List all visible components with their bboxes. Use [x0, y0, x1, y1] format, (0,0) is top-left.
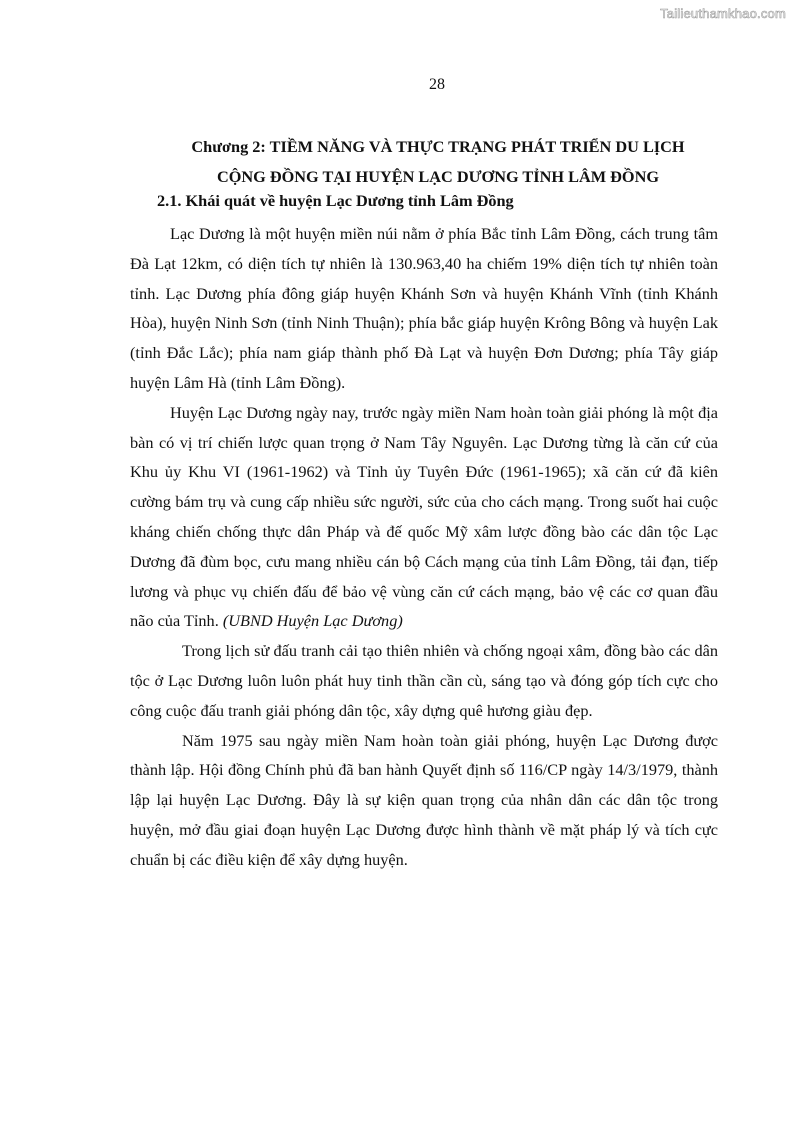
- paragraph-1: Lạc Dương là một huyện miền núi nằm ở phía Bắc tỉnh Lâm Đồng, cách trung tâm Đà Lạt 12km, có diện tích tự nhiên là 130.963,40 ha chiếm 19% diện tích tự nhiên toàn tỉnh. Lạc Dương phía đông giáp huyện Khánh Sơn và huyện Khánh Vĩnh (tỉnh Khánh Hòa), huyện Ninh Sơn (tỉnh Ninh Thuận); phía bắc giáp huyện Krông Bông và huyện Lak (tỉnh Đắc Lắc); phía nam giáp thành phố Đà Lạt và huyện Đơn Dương; phía Tây giáp huyện Lâm Hà (tỉnh Lâm Đồng).: [130, 224, 718, 392]
- paragraph-2-text: Huyện Lạc Dương ngày nay, trước ngày miền Nam hoàn toàn giải phóng là một địa bàn có vị trí chiến lược quan trọng ở Nam Tây Nguyên. Lạc Dương từng là căn cứ của Khu ủy Khu VI (1961-1962) và Tỉnh ủy Tuyên Đức (1961-1965); xã căn cứ đã kiên cường bám trụ và cung cấp nhiều sức người, sức của cho cách mạng. Trong suốt hai cuộc kháng chiến chống thực dân Pháp và đế quốc Mỹ xâm lược đồng bào các dân tộc Lạc Dương đã đùm bọc, cưu mang nhiều cán bộ Cách mạng của tỉnh Lâm Đồng, tải đạn, tiếp lương và phục vụ chiến đấu để bảo vệ vùng căn cứ cách mạng, bảo vệ các cơ quan đầu não của Tỉnh.: [130, 402, 718, 631]
- paragraph-2: [130, 398, 718, 636]
- paragraph-4: Năm 1975 sau ngày miền Nam hoàn toàn giải phóng, huyện Lạc Dương được thành lập. Hội đồng Chính phủ đã ban hành Quyết định số 116/CP ngày 14/3/1979, thành lập lại huyện Lạc Dương. Đây là sự kiện quan trọng của nhân dân các dân tộc trong huyện, mở đầu giai đoạn huyện Lạc Dương được hình thành về mặt pháp lý và tích cực chuẩn bị các điều kiện để xây dựng huyện.: [130, 730, 718, 869]
- chapter-title-line-2: CỘNG ĐỒNG TẠI HUYỆN LẠC DƯƠNG TỈNH LÂM ĐỒNG: [216, 167, 660, 186]
- chapter-title-line-1: Chương 2: TIỀM NĂNG VÀ THỰC TRẠNG PHÁT TRIỂN DU LỊCH: [191, 137, 685, 156]
- citation: (UBND Huyện Lạc Dương): [222, 611, 403, 631]
- watermark: Tailieuthamkhao.com: [660, 6, 786, 21]
- section-title: 2.1. Khái quát về huyện Lạc Dương tỉnh Lâm Đồng: [157, 191, 514, 210]
- paragraph-3: Trong lịch sử đấu tranh cải tạo thiên nhiên và chống ngoại xâm, đồng bào các dân tộc ở Lạc Dương luôn luôn phát huy tinh thần cần cù, sáng tạo và đóng góp tích cực cho công cuộc đấu tranh giải phóng dân tộc, xây dựng quê hương giàu đẹp.: [130, 641, 718, 720]
- chapter-heading: [80, 132, 794, 192]
- body-text: [130, 219, 718, 875]
- page-number: 28: [429, 76, 445, 93]
